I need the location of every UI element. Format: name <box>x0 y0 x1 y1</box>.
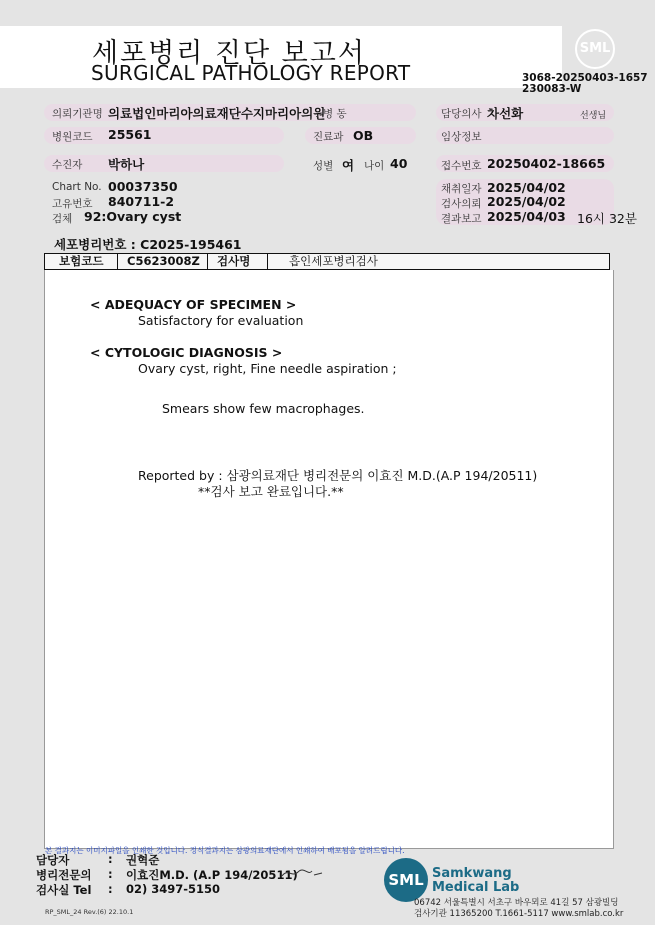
receipt-label: 접수번호 <box>441 160 482 172</box>
diagnosis-text: Ovary cyst, right, Fine needle aspiration ; <box>138 361 397 376</box>
report-title-en: SURGICAL PATHOLOGY REPORT <box>91 61 411 85</box>
result-value: 2025/04/03 <box>487 209 566 224</box>
hospital-code-label: 병원코드 <box>52 131 93 143</box>
code-divider <box>117 254 118 269</box>
colon: : <box>108 867 113 881</box>
patient-value: 박하나 <box>108 157 145 172</box>
code-row <box>44 253 610 270</box>
form-code: RP_SML_24 Rev.(6) 22.10.1 <box>45 908 134 916</box>
request-label: 검사의뢰 <box>441 198 482 210</box>
clinical-label: 임상정보 <box>441 131 482 143</box>
institution-label: 의뢰기관명 <box>52 108 103 120</box>
unique-no-value: 840711-2 <box>108 194 175 209</box>
doctor-value: 차선화 <box>487 106 524 121</box>
tel-value: 02) 3497-5150 <box>126 882 221 896</box>
report-title-ko: 세포병리 진단 보고서 <box>92 38 366 69</box>
doc-id-line-2: 230083-W <box>522 83 582 95</box>
adequacy-title: < ADEQUACY OF SPECIMEN > <box>90 297 297 312</box>
unique-no-label: 고유번호 <box>52 198 93 210</box>
manager-label: 담당자 <box>36 853 70 867</box>
sex-value: 여 <box>342 158 355 173</box>
doctor-suffix: 선생님 <box>580 111 607 121</box>
hospital-code-value: 25561 <box>108 127 152 142</box>
test-name-label: 검사명 <box>217 254 251 268</box>
institution-value: 의료법인마리아의료재단수지마리아의원 <box>108 106 326 121</box>
lab-name-1: Samkwang <box>432 866 512 881</box>
samkwang-logo-icon: SML <box>384 858 428 902</box>
notice-text: 본 결과지는 이미지파일을 인쇄한 것입니다. 정식결과지는 삼광의료재단에서 인쇄하여 배포됨을 알려드립니다. <box>45 846 405 855</box>
collect-label: 채취일자 <box>441 183 482 195</box>
test-name-value: 흡인세포병리검사 <box>289 254 378 268</box>
ins-code-value: C5623008Z <box>127 254 200 268</box>
request-value: 2025/04/02 <box>487 194 566 209</box>
sex-label: 성별 <box>313 160 334 172</box>
lab-info: 검사기관 11365200 T.1661-5117 www.smlab.co.kr <box>414 909 624 919</box>
diagnosis-title: < CYTOLOGIC DIAGNOSIS > <box>90 345 283 360</box>
chart-no-value: 00037350 <box>108 179 178 194</box>
collect-value: 2025/04/02 <box>487 180 566 195</box>
tel-label: 검사실 Tel <box>36 883 92 897</box>
ward-label: 병 동 <box>323 108 347 120</box>
chart-no-label: Chart No. <box>52 181 102 193</box>
specimen-value: 92:Ovary cyst <box>84 209 182 224</box>
code-divider <box>207 254 208 269</box>
adequacy-text: Satisfactory for evaluation <box>138 313 304 328</box>
pathologist-label: 병리전문의 <box>36 868 92 882</box>
pathologist-value: 이효진M.D. (A.P 194/20511) <box>126 868 298 882</box>
result-time: 16시 32분 <box>577 211 637 226</box>
complete-text: **검사 보고 완료입니다.** <box>198 484 344 499</box>
doc-id-line-1: 3068-20250403-1657 <box>522 72 648 84</box>
sml-logo-icon: SML <box>575 29 615 69</box>
result-label: 결과보고 <box>441 213 482 225</box>
age-label: 나이 <box>364 160 385 172</box>
receipt-value: 20250402-18665 <box>487 156 606 171</box>
dept-value: OB <box>353 128 374 143</box>
specimen-label: 검체 <box>52 213 73 225</box>
finding-text: Smears show few macrophages. <box>162 401 365 416</box>
ins-code-label: 보험코드 <box>59 254 104 268</box>
lab-address: 06742 서울특별시 서초구 바우뫼로 41길 57 삼광빌딩 <box>414 898 619 908</box>
signature-icon <box>280 866 326 880</box>
cyto-number: 세포병리번호 : C2025-195461 <box>54 237 242 252</box>
reported-by: Reported by : 삼광의료재단 병리전문의 이효진 M.D.(A.P 194/20511) <box>138 468 538 483</box>
colon: : <box>108 852 113 866</box>
colon: : <box>108 882 113 896</box>
patient-label: 수진자 <box>52 159 83 171</box>
age-value: 40 <box>390 156 408 171</box>
code-divider <box>267 254 268 269</box>
lab-name-2: Medical Lab <box>432 880 520 895</box>
manager-value: 권혁준 <box>126 853 160 867</box>
dept-label: 진료과 <box>313 131 344 143</box>
doctor-label: 담당의사 <box>441 108 482 120</box>
